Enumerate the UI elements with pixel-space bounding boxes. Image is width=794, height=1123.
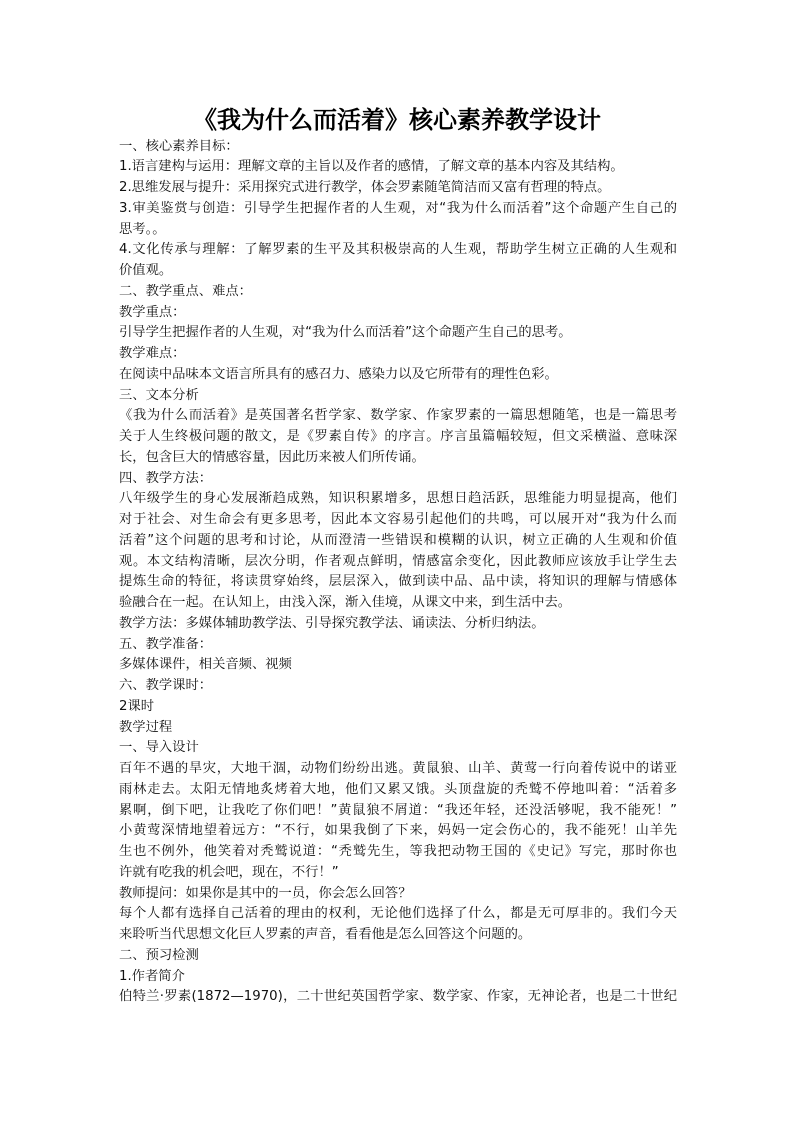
objective-item-culture — [119, 240, 677, 282]
paragraph-line: 小黄莺深情地望着远方：“不行，如果我倒了下来，妈妈一定会伤心的，我不能死！山羊先 — [119, 823, 677, 839]
difficulty-text: 在阅读中品味本文语言所具有的感召力、感染力以及它所带有的理性色彩。 — [119, 366, 558, 382]
methods-paragraph — [119, 489, 677, 614]
section-heading: 四、教学方法： — [119, 470, 213, 486]
section-heading: 三、文本分析 — [119, 387, 199, 403]
intro-transition-paragraph — [119, 904, 677, 946]
paragraph-line: 价值观。 — [119, 263, 173, 279]
paragraph-line: 伯特兰·罗素(1872—1970)，二十世纪英国哲学家、数学家、作家，无神论者，也是二十世纪 — [119, 989, 677, 1005]
objective-item-language — [119, 157, 677, 178]
paragraph-line: 提炼生命的特征，将读贯穿始终，层层深入，做到读中品、品中读，将知识的理解与情感体 — [119, 574, 677, 590]
paragraph-line: 活着”这个问题的思考和讨论，从而澄清一些错误和模糊的认识，树立正确的人生观和价值 — [119, 532, 677, 548]
paragraph-line: 关于人生终极问题的散文，是《罗素自传》的序言。序言虽篇幅较短，但文采横溢、意味深 — [119, 429, 677, 445]
paragraph-line: 《我为什么而活着》是英国著名哲学家、数学家、作家罗素的一篇思想随笔，也是一篇思考 — [119, 408, 677, 424]
preparation-text: 多媒体课件，相关音频、视频 — [119, 657, 292, 673]
subheading-focus: 教学重点： — [119, 304, 186, 320]
section-text-analysis — [119, 386, 677, 469]
paragraph-line: 百年不遇的旱灾，大地干涸，动物们纷纷出逃。黄鼠狼、山羊、黄莺一行向着传说中的诺亚 — [119, 761, 677, 777]
section-class-periods — [119, 676, 677, 718]
paragraph-line: 累啊，倒下吧，让我吃了你们吧！”黄鼠狼不屑道：“我还年轻，还没活够呢，我不能死！” — [119, 802, 677, 818]
paragraph-line: 生也不例外，他笑着对秃鹫说道：“秃鹫先生，等我把动物王国的《史记》写完，那时你也 — [119, 844, 677, 860]
focus-text: 引导学生把握作者的人生观，对“我为什么而活着”这个命题产生自己的思考。 — [119, 325, 572, 341]
subheading-difficulty: 教学难点： — [119, 346, 186, 362]
paragraph-line: 八年级学生的身心发展渐趋成熟，知识积累增多，思想日趋活跃，思维能力明显提高，他们 — [119, 491, 677, 507]
intro-story-paragraph — [119, 759, 677, 884]
subsection-preview-check — [119, 946, 677, 1008]
paragraph-line: 4.文化传承与理解：了解罗素的生平及其积极崇高的人生观，帮助学生树立正确的人生观和 — [119, 242, 677, 258]
author-bio-paragraph — [119, 987, 677, 1008]
section-heading: 一、核心素养目标： — [119, 138, 239, 154]
document-title: 《我为什么而活着》核心素养教学设计 — [193, 106, 601, 134]
periods-text: 2课时 — [119, 698, 155, 714]
subsection-heading: 二、预习检测 — [119, 947, 199, 963]
paragraph-line: 每个人都有选择自己活着的理由的权利，无论他们选择了什么，都是无可厚非的。我们今天 — [119, 906, 677, 922]
section-teaching-process — [119, 718, 677, 1009]
paragraph-line: 1.语言建构与运用：理解文章的主旨以及作者的感情，了解文章的基本内容及其结构。 — [119, 159, 624, 175]
paragraph-line: 长，包含巨大的情感容量，因此历来被人们所传诵。 — [119, 449, 425, 465]
paragraph-line: 验融合在一起。在认知上，由浅入深，渐入佳境，从课文中来，到生活中去。 — [119, 595, 572, 611]
text-analysis-paragraph — [119, 406, 677, 468]
section-teaching-methods — [119, 469, 677, 635]
paragraph-line: 雨林走去。太阳无情地炙烤着大地，他们又累又饿。头顶盘旋的秃鹫不停地叫着：“活着多 — [119, 781, 677, 797]
section-core-literacy-objectives — [119, 137, 677, 282]
subsection-heading: 一、导入设计 — [119, 740, 199, 756]
section-heading: 五、教学准备： — [119, 636, 213, 652]
section-heading: 二、教学重点、难点： — [119, 283, 252, 299]
section-teaching-preparation — [119, 635, 677, 677]
author-intro-heading: 1.作者简介 — [119, 968, 185, 984]
section-heading: 教学过程 — [119, 719, 173, 735]
paragraph-line: 许就有吃我的机会吧，现在，不行！” — [119, 864, 339, 880]
section-heading: 六、教学课时： — [119, 678, 213, 694]
subsection-introduction — [119, 738, 677, 946]
objective-item-aesthetics — [119, 199, 677, 241]
methods-summary: 教学方法：多媒体辅助教学法、引导探究教学法、诵读法、分析归纳法。 — [119, 615, 545, 631]
paragraph-line: 3.审美鉴赏与创造：引导学生把握作者的人生观，对“我为什么而活着”这个命题产生自己的 — [119, 200, 677, 216]
paragraph-line: 思考。。 — [119, 221, 166, 237]
paragraph-line: 2.思维发展与提升：采用探究式进行教学，体会罗素随笔简洁而又富有哲理的特点。 — [119, 180, 611, 196]
teacher-question: 教师提问：如果你是其中的一员，你会怎么回答？ — [119, 885, 412, 901]
section-key-and-difficult-points — [119, 282, 677, 386]
paragraph-line: 观。本文结构清晰，层次分明，作者观点鲜明，情感富余变化，因此教师应该放手让学生去 — [119, 553, 677, 569]
paragraph-line: 对于社会、对生命会有更多思考，因此本文容易引起他们的共鸣，可以展开对“我为什么而 — [119, 512, 677, 528]
paragraph-line: 来聆听当代思想文化巨人罗素的声音，看看他是怎么回答这个问题的。 — [119, 927, 532, 943]
document-body — [119, 137, 677, 1009]
objective-item-thinking — [119, 178, 677, 199]
